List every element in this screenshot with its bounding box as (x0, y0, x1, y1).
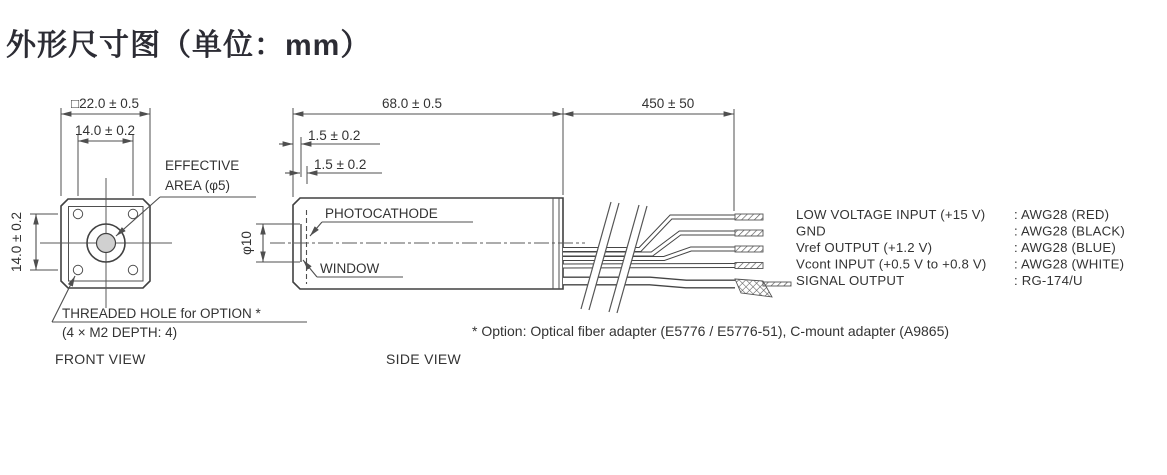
leader-arrow (310, 222, 322, 236)
wire-label-name: GND (796, 223, 826, 239)
dim-cable-length-text: 450 ± 50 (641, 96, 695, 111)
dim-hole-pitch-v-text: 14.0 ± 0.2 (9, 212, 24, 272)
front-view (9, 96, 307, 367)
stripped-end (735, 246, 763, 252)
wire-label-name: SIGNAL OUTPUT (796, 273, 905, 288)
wire-label-spec: : AWG28 (WHITE) (1014, 256, 1125, 272)
effective-area-label-line1: EFFECTIVE (165, 158, 240, 173)
wire-labels (796, 207, 1125, 288)
stripped-end (735, 230, 763, 236)
option-footnote: * Option: Optical fiber adapter (E5776 / E5776-51), C-mount adapter (A9865) (472, 323, 950, 339)
window-label: WINDOW (320, 261, 380, 276)
threaded-hole-label-line2: (4 × M2 DEPTH: 4) (62, 325, 178, 340)
threaded-hole (73, 209, 82, 218)
stripped-end (735, 214, 763, 220)
dim-body-length-text: 68.0 ± 0.5 (382, 96, 442, 111)
effective-area-callout (116, 158, 256, 236)
dim-photocathode-offset-text: 1.5 ± 0.2 (314, 157, 367, 172)
wire-label-spec: : AWG28 (RED) (1014, 207, 1110, 222)
window-callout (303, 260, 403, 277)
front-view-label: FRONT VIEW (55, 351, 146, 367)
wire-label-spec: : RG-174/U (1014, 273, 1083, 288)
wire-label-spec: : AWG28 (BLACK) (1014, 223, 1125, 239)
threaded-hole-callout (52, 276, 307, 340)
leader-arrow (116, 197, 160, 236)
effective-area-label-line2: AREA (φ5) (165, 178, 231, 193)
photocathode-label: PHOTOCATHODE (325, 206, 438, 221)
leader-arrow (303, 260, 317, 277)
dim-window-offset-text: 1.5 ± 0.2 (308, 128, 361, 143)
wire-label-name: Vref OUTPUT (+1.2 V) (796, 240, 933, 255)
wire-label-name: LOW VOLTAGE INPUT (+15 V) (796, 207, 986, 222)
effective-area-circle (97, 234, 116, 253)
threaded-hole (128, 265, 137, 274)
cable-assembly (563, 202, 1125, 313)
threaded-hole (73, 265, 82, 274)
coax-center-conductor (763, 282, 791, 286)
page-title: 外形尺寸图（单位：mm） (6, 29, 372, 62)
side-view-label: SIDE VIEW (386, 351, 462, 367)
photocathode-callout (310, 206, 473, 236)
dim-window-diameter-text: φ10 (239, 231, 254, 255)
threaded-hole-label-line1: THREADED HOLE for OPTION * (62, 306, 261, 321)
stripped-end (735, 263, 763, 269)
wire-label-name: Vcont INPUT (+0.5 V to +0.8 V) (796, 256, 987, 272)
dim-hole-pitch-h-text: 14.0 ± 0.2 (75, 123, 135, 138)
wire-vcont (563, 266, 735, 267)
dim-outer-square-text: □22.0 ± 0.5 (70, 96, 140, 111)
wire-label-spec: : AWG28 (BLUE) (1014, 240, 1116, 255)
stripped-wire-ends (735, 214, 791, 297)
